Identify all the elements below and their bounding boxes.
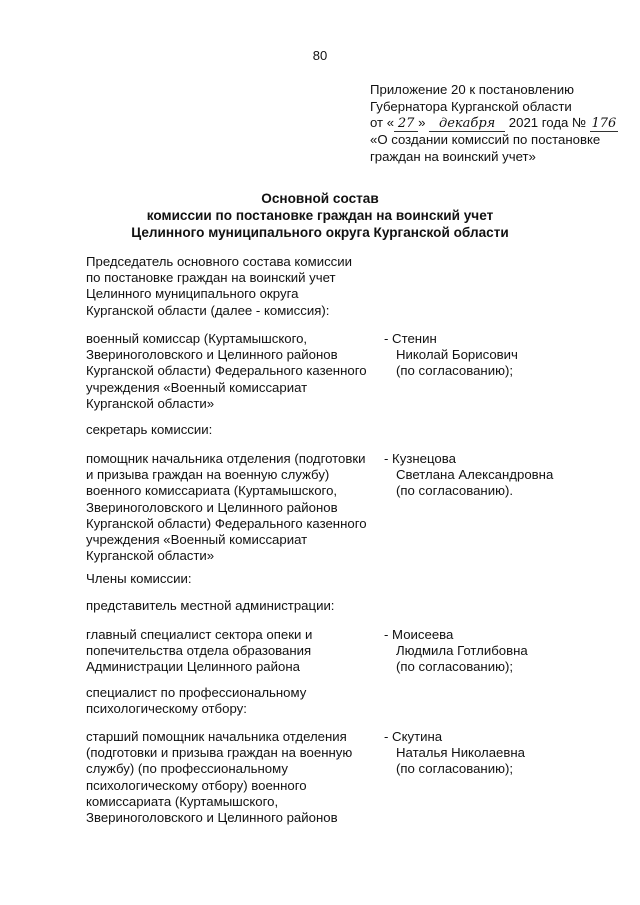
member-note: (по согласованию). <box>396 483 514 499</box>
chairman-name <box>384 331 518 380</box>
member-note: (по согласованию); <box>396 761 514 777</box>
member-surname: - Стенин <box>384 331 437 346</box>
position-line: военный комиссар (Куртамышского, <box>86 331 308 346</box>
date-quote-close: » <box>418 115 426 130</box>
secretary-position <box>86 451 367 564</box>
psych-heading-line: психологическому отбору: <box>86 701 247 717</box>
member-given-names: Николай Борисович <box>396 347 518 363</box>
member-note: (по согласованию); <box>396 659 514 675</box>
position-line: Курганской области» <box>86 395 215 411</box>
member-surname: - Моисеева <box>384 627 454 642</box>
date-year: 2021 года № <box>508 115 587 130</box>
member-position <box>86 627 312 676</box>
date-prefix: от « <box>370 115 395 130</box>
appendix-line-5: граждан на воинский учет» <box>370 148 536 164</box>
position-line: военного комиссариата (Куртамышского, <box>86 483 338 499</box>
position-line: Звериноголовского и Целинного районов <box>86 810 338 826</box>
position-line: учреждения «Военный комиссариат <box>86 379 308 395</box>
chairman-intro-line: Председатель основного состава комиссии <box>86 254 352 269</box>
chairman-intro-line: по постановке граждан на воинский учет <box>86 270 336 286</box>
chairman-intro-line: Целинного муниципального округа <box>86 286 299 302</box>
member-note: (по согласованию); <box>396 363 514 379</box>
position-line: комиссариата (Куртамышского, <box>86 793 279 809</box>
position-line: Звериноголовского и Целинного районов <box>86 499 338 515</box>
position-line: Курганской области) Федерального казенного <box>86 363 367 379</box>
handwritten-number: 176 <box>591 116 617 131</box>
chairman-position <box>86 331 367 412</box>
position-line: психологическому отбору) военного <box>86 777 307 793</box>
title-line-3: Целинного муниципального округа Курганской области <box>131 225 509 240</box>
appendix-line-1: Приложение 20 к постановлению <box>370 82 574 97</box>
title-line-2: комиссии по постановке граждан на воинский учет <box>146 208 494 223</box>
secretary-name <box>384 451 553 500</box>
member-surname: - Кузнецова <box>384 451 456 466</box>
handwritten-day: 27 <box>394 117 418 132</box>
position-line: службу) (по профессиональному <box>86 761 288 777</box>
psych-heading-line: специалист по профессиональному <box>86 685 307 700</box>
position-line: старший помощник начальника отделения <box>86 729 347 744</box>
position-line: попечительства отдела образования <box>86 643 312 659</box>
document-title <box>0 190 640 241</box>
position-line: Курганской области) Федерального казенного <box>86 515 367 531</box>
position-line: Администрации Целинного района <box>86 659 300 675</box>
position-line: главный специалист сектора опеки и <box>86 627 313 642</box>
members-heading: Члены комиссии: <box>86 571 192 586</box>
member-given-names: Светлана Александровна <box>396 467 554 483</box>
page-number: 80 <box>312 48 328 63</box>
appendix-line-4: «О создании комиссий по постановке <box>370 132 601 147</box>
member-given-names: Людмила Готлибовна <box>396 643 528 659</box>
position-line: помощник начальника отделения (подготовки <box>86 451 366 466</box>
secretary-heading: секретарь комиссии: <box>86 422 213 437</box>
handwritten-month: декабря <box>429 117 505 132</box>
member-name <box>384 729 525 778</box>
position-line: учреждения «Военный комиссариат <box>86 532 308 548</box>
member-given-names: Наталья Николаевна <box>396 745 526 761</box>
title-line-1: Основной состав <box>261 191 379 206</box>
psych-heading <box>86 685 306 717</box>
chairman-intro <box>86 254 352 319</box>
member-position <box>86 729 352 826</box>
member-name <box>384 627 528 676</box>
appendix-date-line <box>370 115 632 132</box>
position-line: Курганской области» <box>86 548 215 564</box>
appendix-header <box>370 82 632 165</box>
position-line: Звериноголовского и Целинного районов <box>86 347 338 363</box>
position-line: (подготовки и призыва граждан на военную <box>86 745 353 761</box>
local-admin-heading: представитель местной администрации: <box>86 598 335 613</box>
appendix-line-2: Губернатора Курганской области <box>370 98 572 114</box>
position-line: и призыва граждан на военную службу) <box>86 467 330 483</box>
chairman-intro-line: Курганской области (далее - комиссия): <box>86 302 330 318</box>
member-surname: - Скутина <box>384 729 443 744</box>
